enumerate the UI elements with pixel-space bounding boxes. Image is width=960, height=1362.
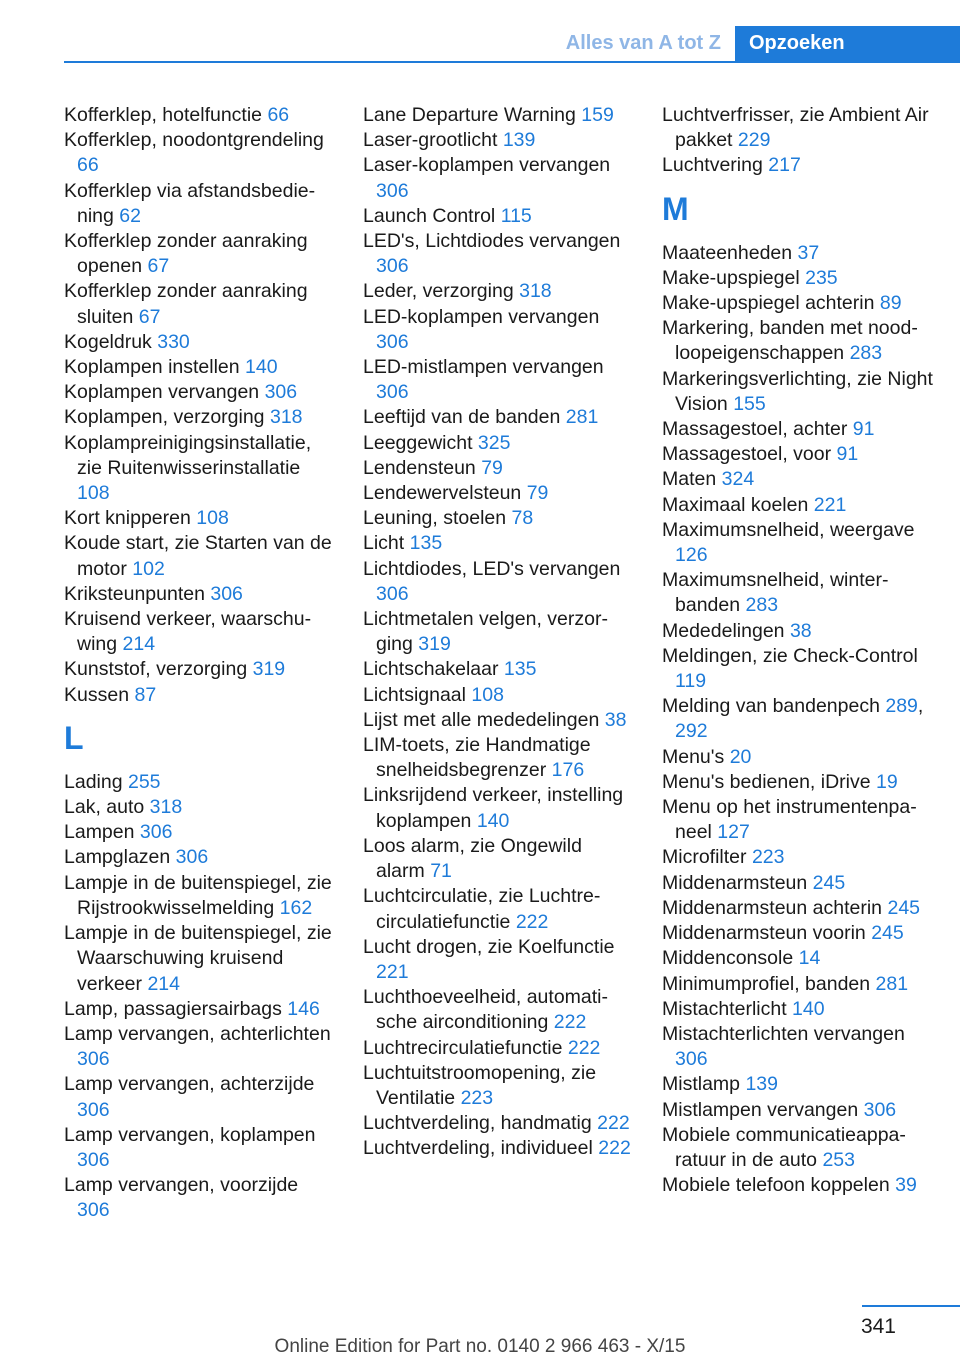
page-link[interactable]: 162 [279,896,313,919]
page-link[interactable]: 319 [252,658,286,681]
index-entry-text: Luchthoeveelheid, automatische airconditioning [363,986,609,1034]
page-link[interactable]: 283 [745,594,779,617]
section-letter: M [662,190,689,227]
page-link[interactable]: 37 [797,241,820,264]
index-entry-text: Minimumprofiel, banden [662,972,871,995]
page-link[interactable]: 306 [77,1148,110,1171]
index-entry [662,845,937,870]
index-entry [662,518,937,568]
index-entry [363,405,631,430]
index-entry [363,657,631,682]
index-entry [363,1136,631,1161]
index-entry-text: Mistachterlichten vervangen [662,1022,905,1045]
index-entry-text: Lamp, passagiersairbags [64,997,282,1020]
index-entry-text: Middenarmsteun achterin [662,896,883,919]
index-entry-text: Menu's [662,745,725,768]
page-link[interactable]: 67 [147,255,170,278]
index-entry [363,733,631,783]
index-entry-text: Lucht drogen, zie Koelfunctie [363,935,615,958]
page-link[interactable]: 306 [675,1048,708,1071]
page-link[interactable]: 62 [119,204,141,227]
index-entry-text: Luchtuitstroomopening, zie Ventilatie [363,1061,597,1109]
index-entry [363,935,631,985]
index-entry-text: Maateenheden [662,241,793,264]
index-entry-text: Linksrijdend verkeer, instelling koplampen [363,784,624,832]
index-entry [363,557,631,607]
page-link[interactable]: 38 [789,619,812,642]
page-link[interactable]: 306 [77,1048,110,1071]
index-entry-text: Kriksteunpunten [64,582,205,605]
index-entry [64,657,332,682]
index-entry-text: Middenconsole [662,947,794,970]
index-entry [64,330,332,355]
index-entry [64,431,332,507]
page-link[interactable]: 245 [812,871,846,894]
index-entry [64,229,332,279]
index-entry-text: Lampen [64,821,135,844]
page-link[interactable]: 20 [729,745,752,768]
index-entry-text: Lamp vervangen, achterzijde [64,1073,315,1096]
index-entry-text: Kort knipperen [64,507,191,530]
page-link[interactable]: 176 [551,759,585,782]
page-link[interactable]: 214 [122,633,156,656]
page-link[interactable]: 306 [376,255,409,278]
index-entry-text: Menu's bedienen, iDrive [662,770,871,793]
index-entry-text: Lichtsignaal [363,683,466,706]
page-link[interactable]: 229 [737,129,771,152]
page-link[interactable]: 140 [245,356,278,379]
page-link[interactable]: 292 [675,720,708,743]
index-entry-text: Leder, verzorging [363,280,514,303]
index-entry-text: Mistlamp [662,1073,741,1096]
page-link[interactable]: 306 [77,1098,110,1121]
index-entry [363,783,631,833]
index-entry-text: Luchtvering [662,154,763,177]
page-link[interactable]: 217 [768,154,801,177]
page-link[interactable]: 324 [721,468,755,491]
page-link[interactable]: 306 [264,381,298,404]
index-entry-text: Loos alarm, zie Ongewild alarm [363,834,582,883]
page-link[interactable]: 108 [471,683,504,706]
index-entry [64,997,332,1022]
index-entry-text: Lichtschakelaar [363,658,499,681]
index-entry [662,997,937,1022]
page-link[interactable]: 139 [502,129,536,152]
index-entry [64,683,332,708]
section-tab[interactable]: Alles van A tot Z [565,32,721,54]
index-entry [662,442,937,467]
index-entry-text: Lichtmetalen velgen, verzorging [363,608,608,656]
index-entry-text: LED-koplampen vervangen [363,305,600,328]
index-entry [363,531,631,556]
index-entry [662,871,937,896]
page-link[interactable]: 281 [875,972,909,995]
page-link[interactable]: 306 [863,1098,897,1121]
index-entry-text: Kofferklep zonder aanraking sluiten [64,280,308,328]
index-entry-text: Lijst met alle mededelingen [363,708,600,731]
index-entry-text: Kofferklep zonder aanraking openen [64,230,308,278]
index-entry-text: LIM-toets, zie Handmatige snelheidsbegrenzer [363,734,591,782]
page-link[interactable]: 223 [751,846,785,869]
index-entry-text: Massagestoel, achter [662,418,848,441]
page-link[interactable]: 221 [376,960,409,983]
index-entry [662,1022,937,1072]
index-column-2 [363,103,631,1162]
index-entry-text: Maximumsnelheid, winterbanden [662,569,889,617]
index-entry [363,431,631,456]
index-entry-text: Make-upspiegel [662,266,800,289]
index-entry-text: Luchtverfrisser, zie Ambient Air pakket [662,104,929,152]
index-entry [662,1072,937,1097]
page-link[interactable]: 39 [895,1174,917,1197]
search-tab[interactable]: Opzoeken [735,26,960,62]
index-entry-text: Meldingen, zie Check-Control [662,644,918,667]
page-link[interactable]: 108 [77,482,110,505]
index-entry [363,607,631,657]
page-link[interactable]: 318 [519,280,552,303]
index-entry [64,1072,332,1122]
index-entry [363,834,631,884]
index-entry [662,467,937,492]
index-entry [64,871,332,921]
page-link[interactable]: 38 [604,708,627,731]
index-entry [64,1022,332,1072]
index-entry [363,884,631,934]
page-header [0,0,960,64]
page-link[interactable]: 318 [149,796,183,819]
index-entry-text: Luchtcirculatie, zie Luchtrecirculatiefunctie [363,885,601,933]
page-link[interactable]: 306 [376,381,409,404]
index-entry-text: Leuning, stoelen [363,507,507,530]
index-entry [662,972,937,997]
index-entry-text: Koplampen instellen [64,356,240,379]
page-link[interactable]: 319 [418,633,451,656]
index-entry-text: Massagestoel, voor [662,443,832,466]
page-link[interactable]: 306 [376,330,409,353]
index-entry-text: Lading [64,770,123,793]
index-entry [363,1111,631,1136]
index-entry [662,266,937,291]
page-link[interactable]: 91 [852,418,875,441]
index-entry [363,229,631,279]
index-entry [363,683,631,708]
index-entry-text: Laser-koplampen vervangen [363,154,611,177]
index-entry [662,417,937,442]
index-entry-text: Melding van bandenpech [662,695,880,718]
index-entry-text: Kunststof, verzorging [64,658,248,681]
page-link[interactable]: 135 [409,532,443,555]
index-entry [64,582,332,607]
index-entry-text: Koplampen vervangen [64,381,260,404]
index-entry-text: Laser-grootlicht [363,129,498,152]
page-link[interactable]: 253 [822,1148,855,1171]
index-entry-text: Maten [662,468,717,491]
index-entry-text: Licht [363,532,405,555]
page-link[interactable]: 79 [481,456,503,479]
index-entry-text: Lane Departure Warning [363,104,576,126]
page-link[interactable]: 306 [175,846,209,869]
index-entry-text: Middenarmsteun voorin [662,922,866,945]
index-entry [64,380,332,405]
page-link[interactable]: 87 [134,683,157,706]
index-entry [363,1061,631,1111]
index-entry-text: Mistlampen vervangen [662,1098,859,1121]
index-entry-text: Luchtverdeling, handmatig [363,1112,592,1135]
index-entry-text: Luchtverdeling, individueel [363,1137,593,1160]
index-entry [662,946,937,971]
index-entry-text: Lichtdiodes, LED's vervangen [363,557,621,580]
index-entry [64,279,332,329]
index-entry-text: Lak, auto [64,796,145,819]
index-entry-text: Kruisend verkeer, waarschuwing [64,608,312,656]
page-link[interactable]: 289 [885,695,918,718]
index-entry [363,506,631,531]
page-link[interactable]: 325 [477,431,511,454]
index-entry [64,179,332,229]
page-link[interactable]: 14 [798,947,821,970]
index-entry-text: Mistachterlicht [662,997,787,1020]
page-link[interactable]: 255 [127,770,161,793]
index-entry-text: Lamp vervangen, achterlichten [64,1022,331,1045]
page-link[interactable]: 66 [77,154,99,177]
page-link[interactable]: 78 [511,507,534,530]
page-link[interactable]: 222 [515,910,549,933]
page-link[interactable]: 127 [717,821,750,844]
index-entry [662,1173,937,1198]
index-entry-text: Kofferklep, noodontgrendeling [64,129,324,152]
index-entry [662,644,937,694]
index-entry [662,291,937,316]
header-divider [64,61,960,63]
page-link[interactable]: 221 [813,493,847,516]
index-entry-text: Koplampen, verzorging [64,406,265,429]
index-entry-text: Lendensteun [363,456,476,479]
page-link[interactable]: 222 [598,1137,631,1160]
page-link[interactable]: 139 [745,1073,778,1096]
index-entry [662,1123,937,1173]
index-entry [662,770,937,795]
page-link[interactable]: 155 [733,392,766,415]
index-entry-text: Lampje in de buitenspiegel, zie Waarschuwing kruisend verkeer [64,922,332,995]
index-entry [363,204,631,229]
index-entry-text: Kofferklep, hotelfunctie [64,104,263,126]
index-entry [363,103,631,128]
index-entry-text: LED-mistlampen vervangen [363,356,604,379]
index-entry [662,795,937,845]
page-link[interactable]: 115 [500,204,532,227]
index-entry [64,1173,332,1223]
page-link[interactable]: 159 [581,104,614,126]
index-entry-text: Launch Control [363,204,496,227]
page-link[interactable]: 140 [476,809,510,832]
index-entry-text: Mobiele communicatieapparatuur in de auto [662,1123,906,1171]
page-link[interactable]: 89 [879,292,902,315]
index-entry [662,153,937,178]
index-entry-text: Lamp vervangen, voorzijde [64,1174,299,1197]
index-entry [662,103,937,153]
page-link[interactable]: 330 [157,330,190,353]
index-entry [64,921,332,997]
index-entry-text: Koplampreinigingsinstallatie, zie Ruitenwisserinstallatie [64,431,312,479]
index-entry [363,481,631,506]
section-letter: L [64,719,84,756]
page-link[interactable]: 306 [376,179,409,202]
page-link[interactable]: 318 [269,406,303,429]
index-entry [363,305,631,355]
page-link[interactable]: 223 [460,1086,494,1109]
page-link[interactable]: 306 [77,1199,110,1222]
index-entry-text: Leeggewicht [363,431,473,454]
index-entry-text: Lampglazen [64,846,171,869]
page-link[interactable]: 222 [567,1036,601,1059]
index-entry [363,1036,631,1061]
index-entry-text: Lamp vervangen, koplampen [64,1123,316,1146]
index-entry-text: Lendewervelsteun [363,482,522,505]
page-link[interactable]: 140 [792,997,825,1020]
page-link[interactable]: 146 [287,997,320,1020]
index-entry [64,845,332,870]
index-entry-text: Menu op het instrumentenpaneel [662,796,917,844]
index-entry-text: LED's, Lichtdiodes vervangen [363,230,621,253]
index-entry [662,493,937,518]
page-number: 341 [860,1315,896,1338]
page-link[interactable]: 281 [565,406,599,429]
page-link[interactable]: 135 [503,658,537,681]
index-entry-text: Middenarmsteun [662,871,808,894]
index-entry [64,506,332,531]
index-entry [662,568,937,618]
index-entry [64,405,332,430]
index-entry [64,128,332,178]
page-link[interactable]: 245 [887,896,921,919]
page-link[interactable]: 119 [675,670,707,693]
index-entry [64,103,332,128]
edition-footer: Online Edition for Part no. 0140 2 966 463 - X/15 [274,1336,686,1357]
page-link[interactable]: 283 [849,342,883,365]
index-entry [64,770,332,795]
page-link[interactable]: 19 [876,770,898,793]
index-entry-text: Microfilter [662,846,747,869]
index-entry-text: Markering, banden met noodloopeigenschappen [662,317,918,365]
page-link[interactable]: 108 [196,507,229,530]
page-link[interactable]: 235 [805,266,838,289]
index-entry [64,820,332,845]
index-entry-text: Mobiele telefoon koppelen [662,1174,890,1197]
page-link[interactable]: 66 [267,104,290,126]
index-entry [662,619,937,644]
index-entry-text: Maximumsnelheid, weergave [662,518,915,541]
index-entry-text: Lampje in de buitenspiegel, zie Rijstrookwisselmelding [64,871,332,919]
page-link[interactable]: 126 [675,544,708,567]
index-entry-text: Mededelingen [662,619,785,642]
index-entry [662,896,937,921]
index-entry [363,985,631,1035]
index-entry [662,1098,937,1123]
index-entry [363,708,631,733]
index-entry [662,241,937,266]
index-entry-text: Maximaal koelen [662,493,809,516]
page-link[interactable]: 245 [871,922,904,945]
footer-divider [862,1305,960,1307]
index-entry-text: Leeftijd van de banden [363,406,561,429]
index-entry [64,607,332,657]
index-entry-text: Luchtrecirculatiefunctie [363,1036,563,1059]
page-link[interactable]: 214 [147,972,180,995]
index-entry [64,355,332,380]
index-column-3 [662,103,937,1198]
index-entry-text: Make-upspiegel achterin [662,292,875,315]
page-link[interactable]: 67 [138,305,161,328]
index-entry [662,921,937,946]
page-link[interactable]: 102 [132,557,165,580]
index-entry-text: Kogeldruk [64,330,152,353]
index-entry [363,128,631,153]
index-entry [662,745,937,770]
page-link[interactable]: 306 [139,821,173,844]
index-entry-text: Markeringsverlichting, zie Night Vision [662,367,933,415]
index-entry [662,316,937,366]
index-entry [363,279,631,304]
index-column-1 [64,103,332,1224]
page-link[interactable]: 306 [210,582,243,605]
index-entry: Melding van bandenpech 289, 292 [662,695,924,743]
page-link[interactable]: 91 [836,443,859,466]
index-entry [363,456,631,481]
index-entry-text: Koude start, zie Starten van de motor [64,532,332,580]
index-entry [64,1123,332,1173]
index-entry-text: Kofferklep via afstandsbediening [64,179,316,227]
index-entry [64,531,332,581]
page-link[interactable]: 306 [376,582,409,605]
page-link[interactable]: 79 [526,482,549,505]
page-link[interactable]: 222 [553,1011,587,1034]
index-entry [662,367,937,417]
index-entry-text: Kussen [64,683,130,706]
index-entry [363,153,631,203]
index-entry [363,355,631,405]
index-entry [64,795,332,820]
page-link[interactable]: 222 [597,1112,630,1135]
page-link[interactable]: 71 [430,860,452,883]
